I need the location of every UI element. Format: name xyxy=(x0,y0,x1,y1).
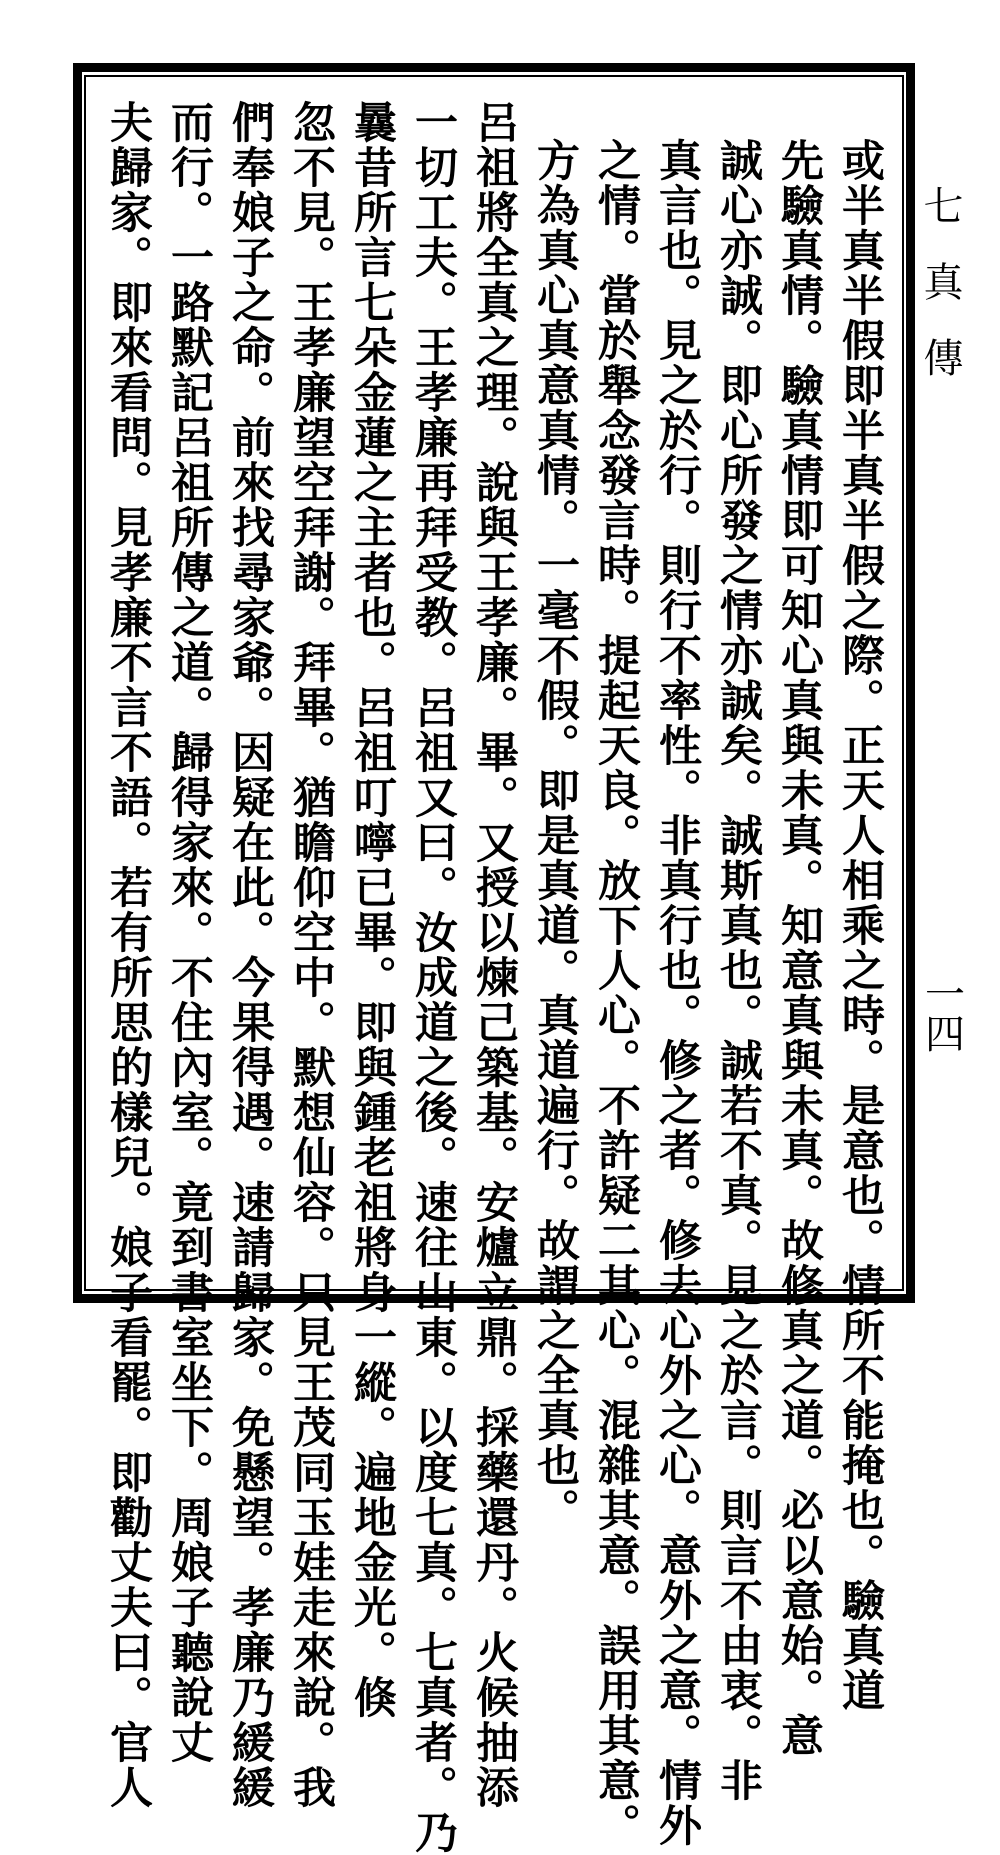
text-column: 之情。當於舉念發言時。提起天良。放下人心。不許疑二其心。混雜其意。誤用其意。 xyxy=(591,138,641,1848)
text-column: 曩昔所言七朵金蓮之主者也。呂祖叮嚀已畢。即與鍾老祖將身一縱。遍地金光。倏 xyxy=(347,100,397,1720)
text-column: 或半真半假即半真半假之際。正天人相乘之時。是意也。情所不能掩也。驗真道 xyxy=(835,138,885,1713)
text-column: 夫歸家。即來看問。見孝廉不言不語。若有所思的樣兒。娘子看罷。即勸丈夫曰。官人 xyxy=(103,100,153,1810)
text-column: 而行。一路默記呂祖所傳之道。歸得家來。不住內室。竟到書室坐下。周娘子聽說丈 xyxy=(164,100,214,1765)
text-column: 忽不見。王孝廉望空拜謝。拜畢。猶瞻仰空中。默想仙容。只見王茂同玉娃走來說。我 xyxy=(286,100,336,1810)
text-column: 們奉娘子之命。前來找尋家爺。因疑在此。今果得遇。速請歸家。免懸望。孝廉乃緩緩 xyxy=(225,100,275,1810)
page-number: 一四 xyxy=(925,972,965,1058)
text-column: 呂祖將全真之理。說與王孝廉。畢。又授以煉己築基。安爐立鼎。採藥還丹。火候抽添 xyxy=(469,100,519,1810)
text-column: 誠心亦誠。即心所發之情亦誠矣。誠斯真也。誠若不真。見之於言。則言不由衷。非 xyxy=(713,138,763,1803)
running-title: 七真傳 xyxy=(917,185,963,413)
text-column: 一切工夫。王孝廉再拜受教。呂祖又曰。汝成道之後。速往山東。以度七真。七真者。乃 xyxy=(408,100,458,1855)
text-column: 先驗真情。驗真情即可知心真與未真。知意真與未真。故修真之道。必以意始。意 xyxy=(774,138,824,1758)
text-column: 真言也。見之於行。則行不率性。非真行也。修之者。修去心外之心。意外之意。情外 xyxy=(652,138,702,1848)
text-column: 方為真心真意真情。一毫不假。即是真道。真道遍行。故謂之全真也。 xyxy=(530,138,580,1533)
